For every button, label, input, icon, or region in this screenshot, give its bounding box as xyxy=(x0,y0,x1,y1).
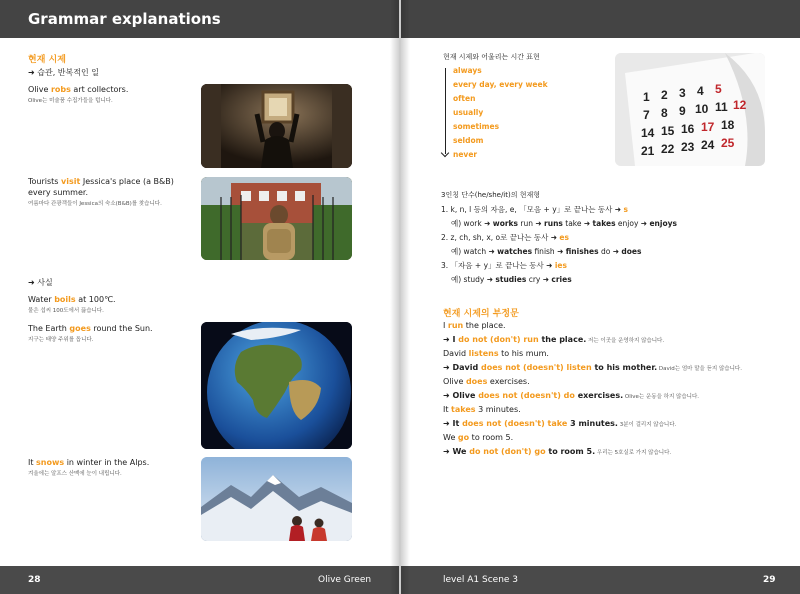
photo-earth-from-space xyxy=(201,322,352,449)
rule-2: 2. z, ch, sh, x, o로 끝나는 동사 ➜ es xyxy=(441,233,569,242)
example-sentence-4: The Earth goes round the Sun. xyxy=(28,324,153,333)
example-sentence-5: It snows in winter in the Alps. xyxy=(28,458,150,467)
negative-row: ➜ It does not (doesn't) take 3 minutes. 3분이 걸리지 않습니다. xyxy=(443,419,677,428)
negative-row: ➜ David does not (doesn't) listen to his mother. David는 엄마 말을 듣지 않습니다. xyxy=(443,363,742,372)
frequency-title: 현재 시제와 어울리는 시간 표현 xyxy=(443,53,540,61)
photo-snowy-alps xyxy=(201,457,352,541)
svg-text:15: 15 xyxy=(661,124,675,138)
example-sentence-2: Tourists visit Jessica's place (a B&B) xyxy=(28,177,174,186)
svg-text:10: 10 xyxy=(695,102,709,116)
photo-alps-illustration xyxy=(201,457,352,541)
photo-thief-illustration xyxy=(201,84,352,168)
photo-earth-illustration xyxy=(201,322,352,449)
footer-bar-right xyxy=(401,566,800,594)
svg-text:14: 14 xyxy=(641,126,655,140)
frequency-word: seldom xyxy=(453,136,484,145)
example-translation-4: 지구는 태양 주위를 돕니다. xyxy=(28,337,94,343)
frequency-word: never xyxy=(453,150,478,159)
footer-bar-left xyxy=(0,566,399,594)
section-subtitle-habit: ➜ 습관, 반복적인 일 xyxy=(28,68,99,77)
rule-2-examples: 예) watch ➜ watches finish ➜ finishes do ➜ does xyxy=(451,247,642,256)
verb-highlight: visit xyxy=(61,177,81,186)
frequency-word: often xyxy=(453,94,476,103)
svg-text:5: 5 xyxy=(715,82,722,96)
example-translation-1: Olive는 미술품 수집가들을 텁니다. xyxy=(28,98,113,104)
svg-text:18: 18 xyxy=(721,118,735,132)
svg-text:8: 8 xyxy=(661,106,668,120)
svg-text:21: 21 xyxy=(641,144,655,158)
section-subtitle-fact: ➜ 사실 xyxy=(28,278,53,287)
third-person-title: 3인칭 단수(he/she/it)의 현재형 xyxy=(441,191,541,199)
example-sentence-3: Water boils at 100℃. xyxy=(28,295,116,304)
header-bar-right xyxy=(401,0,800,38)
svg-text:2: 2 xyxy=(661,88,668,102)
example-translation-2: 여름마다 관광객들이 Jessica의 숙소(B&B)를 찾습니다. xyxy=(28,201,162,207)
negative-row: ➜ Olive does not (doesn't) do exercises. Olive는 운동을 하지 않습니다. xyxy=(443,391,700,400)
photo-thief-in-room xyxy=(201,84,352,168)
photo-tourist-illustration xyxy=(201,177,352,260)
svg-text:9: 9 xyxy=(679,104,686,118)
author-name: Olive Green xyxy=(318,575,372,585)
photo-calendar-illustration xyxy=(615,53,765,166)
level-scene: level A1 Scene 3 xyxy=(443,575,519,585)
svg-text:17: 17 xyxy=(701,120,715,134)
negative-row: We go to room 5. xyxy=(443,433,514,442)
verb-highlight: boils xyxy=(54,295,76,304)
svg-text:22: 22 xyxy=(661,142,675,156)
photo-tourist-at-gate xyxy=(201,177,352,260)
svg-text:1: 1 xyxy=(643,90,650,104)
frequency-word: every day, every week xyxy=(453,80,548,89)
svg-text:11: 11 xyxy=(715,100,728,114)
example-translation-5: 겨울에는 알프스 산맥에 눈이 내립니다. xyxy=(28,471,122,477)
svg-text:16: 16 xyxy=(681,122,695,136)
arrow-down-icon xyxy=(445,68,446,154)
verb-highlight: snows xyxy=(36,458,65,467)
example-sentence-1: Olive robs art collectors. xyxy=(28,85,129,94)
page-number-left: 28 xyxy=(28,575,41,585)
negative-row: ➜ I do not (don't) run the place. 저는 이곳을 운영하지 않습니다. xyxy=(443,335,665,344)
rule-1-examples: 예) work ➜ works run ➜ runs take ➜ takes enjoy ➜ enjoys xyxy=(451,219,677,228)
svg-text:3: 3 xyxy=(679,86,686,100)
example-translation-3: 물은 섭씨 100도에서 끓습니다. xyxy=(28,308,104,314)
left-page xyxy=(0,0,399,594)
svg-text:7: 7 xyxy=(643,108,650,122)
frequency-word: always xyxy=(453,66,482,75)
negative-row: It takes 3 minutes. xyxy=(443,405,521,414)
right-page xyxy=(401,0,800,594)
header-bar xyxy=(0,0,399,38)
svg-text:4: 4 xyxy=(697,84,704,98)
svg-text:25: 25 xyxy=(721,136,735,150)
frequency-word: sometimes xyxy=(453,122,500,131)
section-title-present-tense: 현재 시제 xyxy=(28,55,66,65)
negative-row: I run the place. xyxy=(443,321,506,330)
verb-highlight: robs xyxy=(50,85,71,94)
negative-section-title: 현재 시제의 부정문 xyxy=(443,309,519,319)
page-number-right: 29 xyxy=(763,575,776,585)
negative-row: ➜ We do not (don't) go to room 5. 우리는 5호실로 가지 않습니다. xyxy=(443,447,672,456)
rule-3-examples: 예) study ➜ studies cry ➜ cries xyxy=(451,275,572,284)
svg-text:23: 23 xyxy=(681,140,695,154)
rule-3: 3. 「자음 + y」로 끝나는 동사 ➜ ies xyxy=(441,261,567,270)
example-sentence-2-line2: every summer. xyxy=(28,188,88,197)
frequency-word: usually xyxy=(453,108,484,117)
svg-text:24: 24 xyxy=(701,138,715,152)
negative-row: David listens to his mum. xyxy=(443,349,549,358)
svg-text:12: 12 xyxy=(733,98,747,112)
negative-row: Olive does exercises. xyxy=(443,377,530,386)
rule-1: 1. k, n, l 등의 자음, e, 「모음 + y」로 끝나는 동사 ➜ s xyxy=(441,205,628,214)
verb-highlight: goes xyxy=(69,324,91,333)
page-header-title: Grammar explanations xyxy=(28,10,221,28)
photo-calendar xyxy=(615,53,765,166)
